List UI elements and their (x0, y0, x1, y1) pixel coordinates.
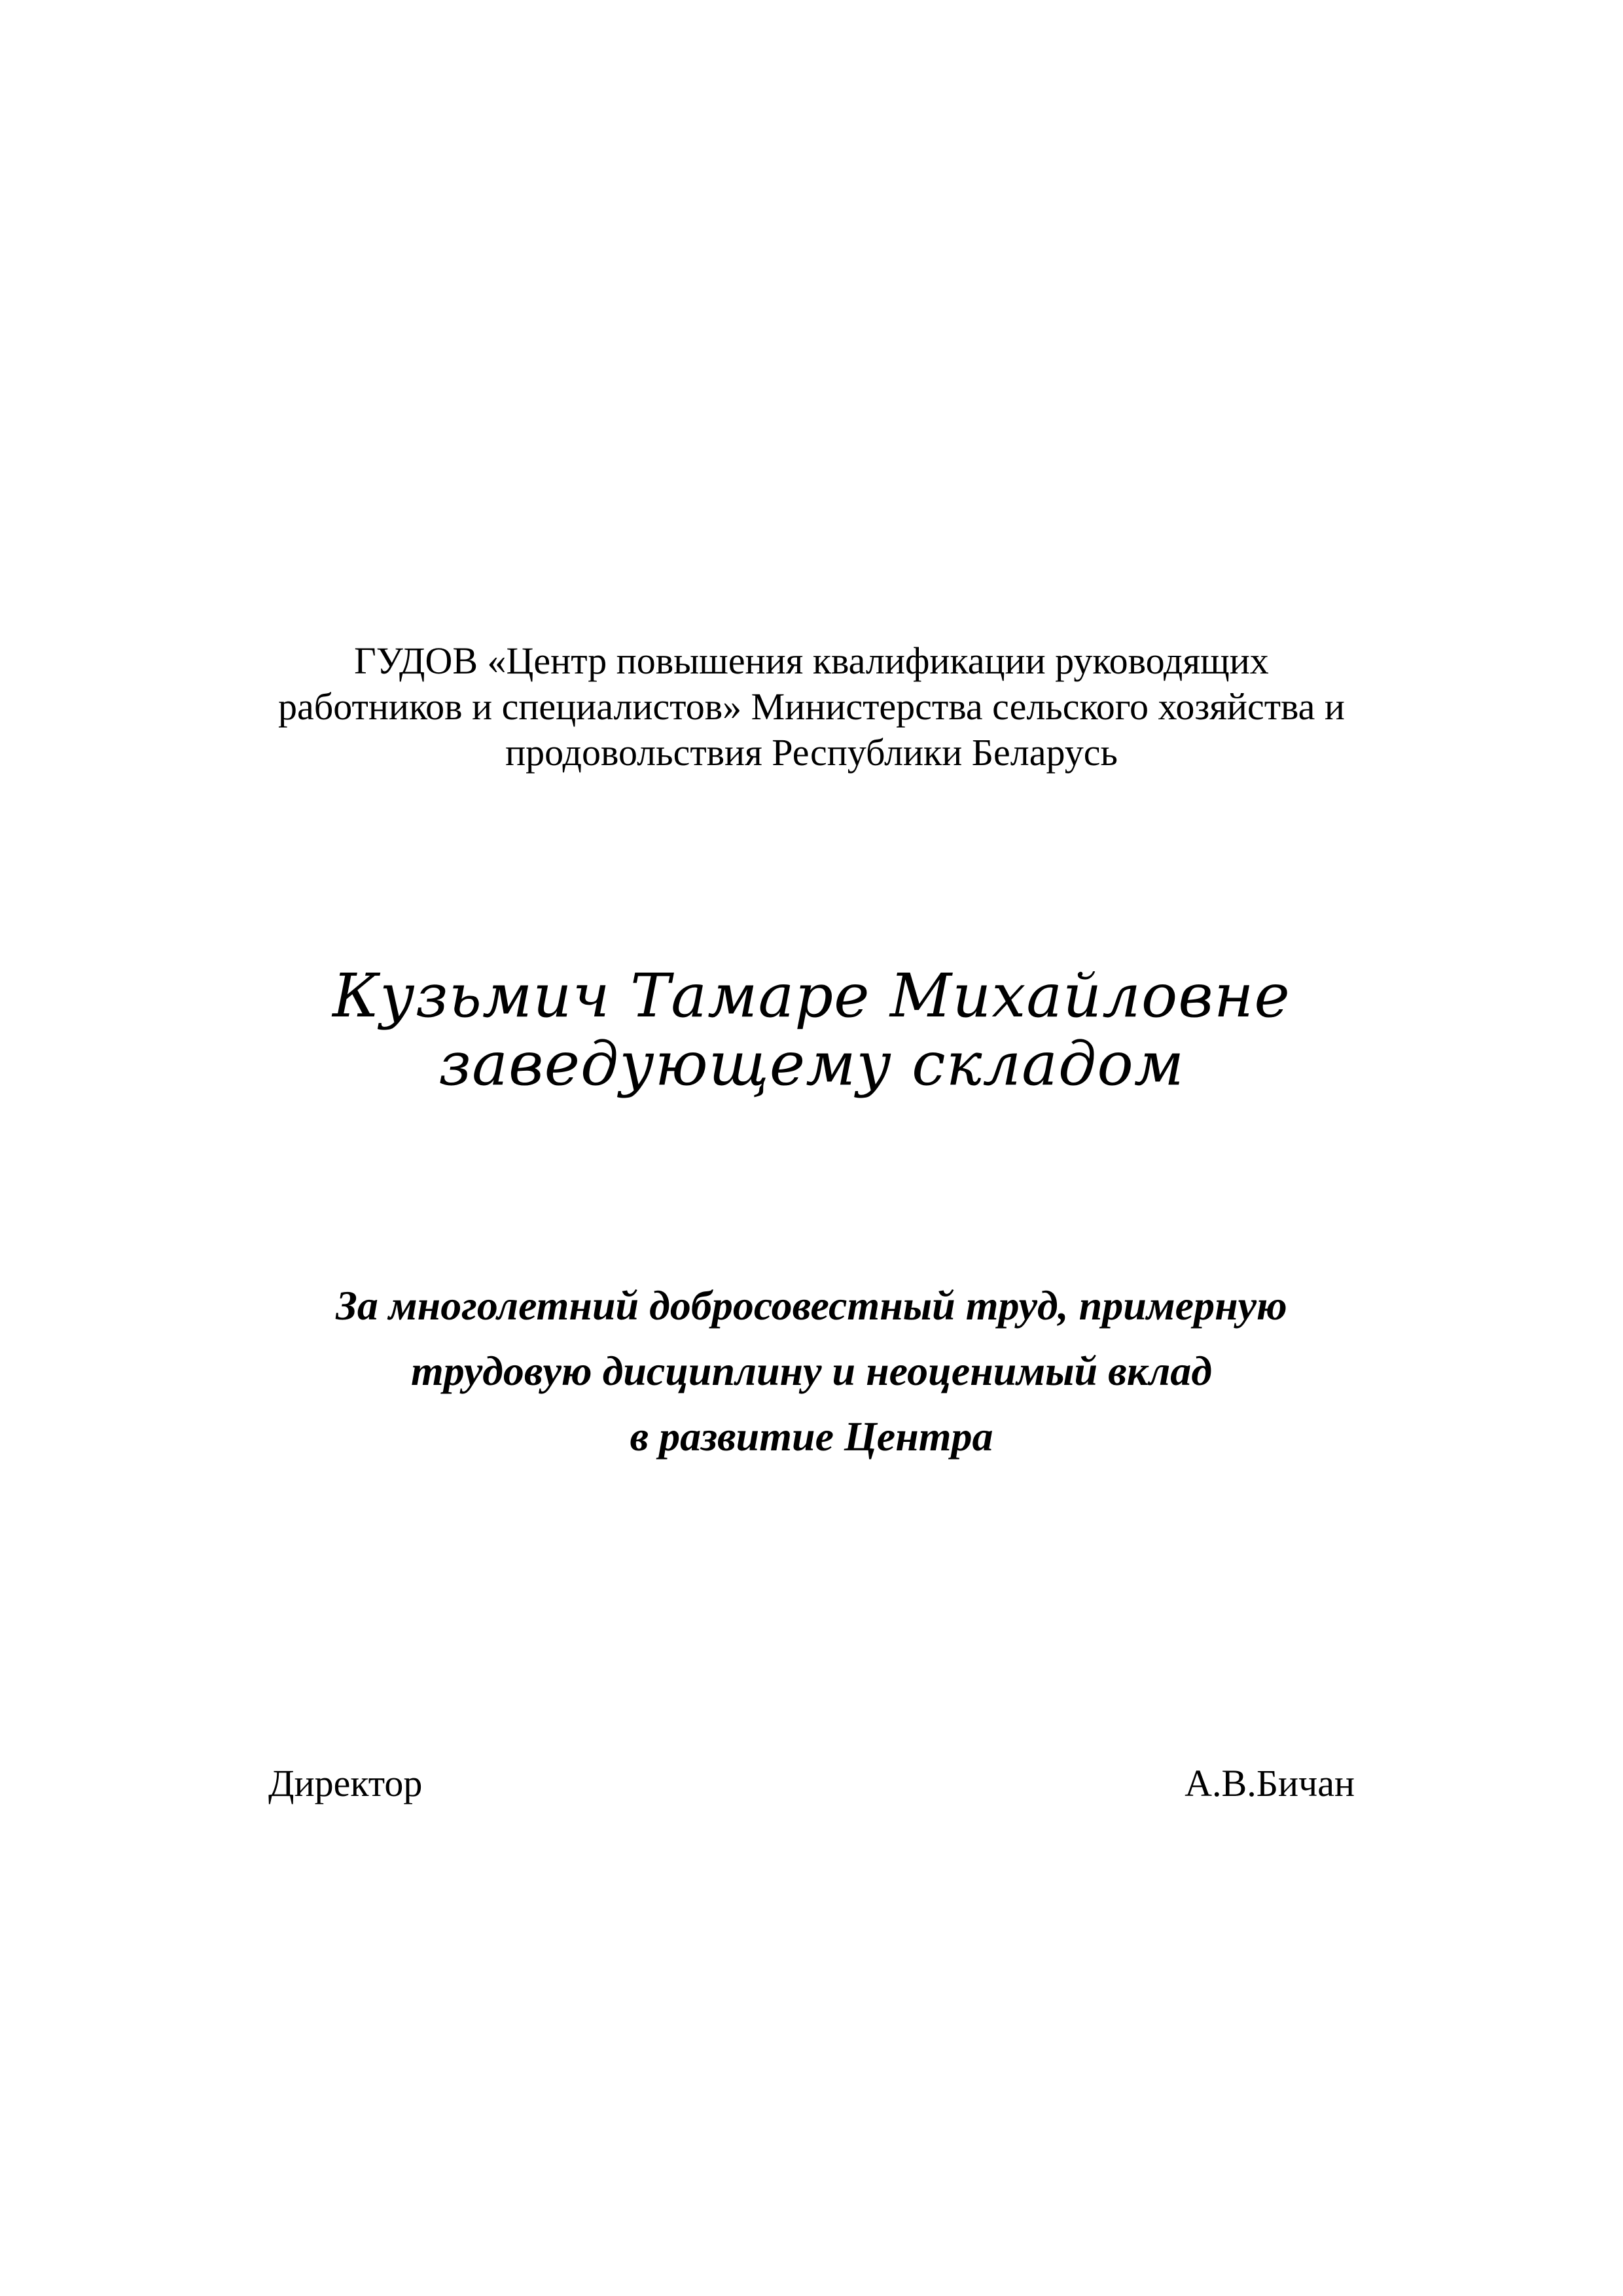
reason-line-2: трудовую дисциплину и неоценимый вклад (410, 1348, 1213, 1394)
organization-line-1: ГУДОВ «Центр повышения квалификации руководящих (354, 639, 1269, 682)
signatory-title: Директор (268, 1762, 423, 1804)
reason-line-3: в развитие Центра (630, 1413, 993, 1460)
organization-line-3: продовольствия Республики Беларусь (505, 731, 1118, 774)
recipient-block (157, 962, 1466, 1098)
reason-line-1: За многолетний добросовестный труд, примерную (336, 1282, 1287, 1329)
signatory-name: А.В.Бичан (1185, 1762, 1355, 1804)
award-reason (157, 1273, 1466, 1469)
organization-line-2: работников и специалистов» Министерства сельского хозяйства и (278, 685, 1345, 728)
organization-header (157, 638, 1466, 776)
recipient-position: заведующему складом (438, 1029, 1185, 1099)
recipient-name: Кузьмич Тамаре Михайловне (332, 961, 1291, 1031)
